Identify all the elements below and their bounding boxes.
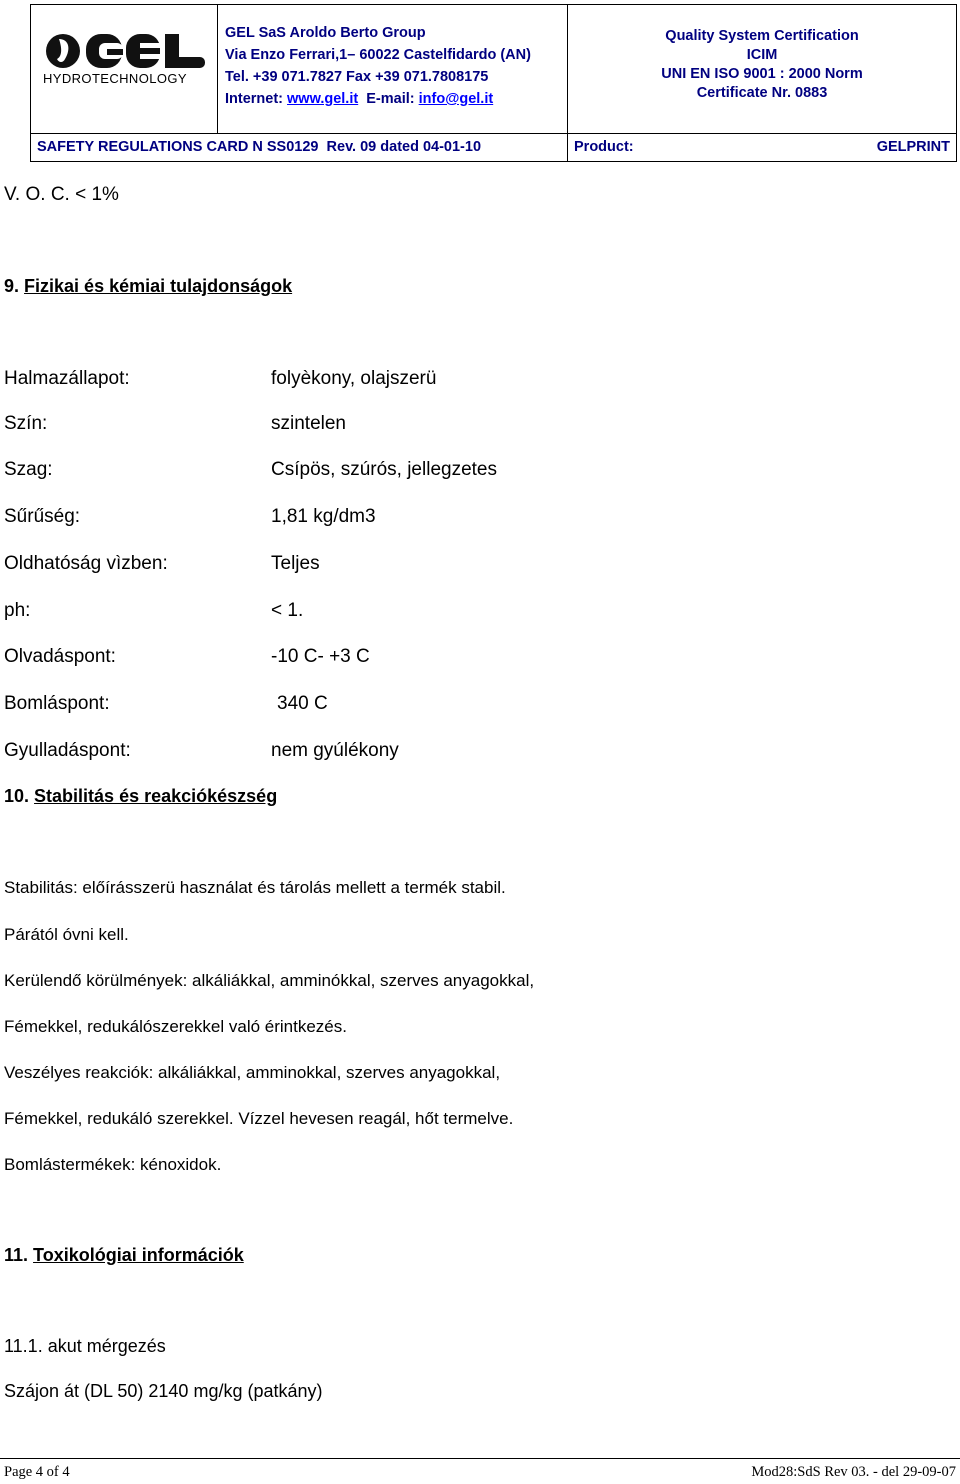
internet-label: Internet: [225, 91, 283, 107]
company-web [225, 89, 493, 110]
cert-norm: UNI EN ISO 9001 : 2000 Norm [661, 66, 863, 82]
property-value: Csípös, szúrós, jellegzetes [271, 459, 497, 480]
property-value: < 1. [271, 600, 304, 621]
website-link[interactable]: www.gel.it [287, 91, 359, 107]
stability-line: Veszélyes reakciók: alkáliákkal, amminokkal, szerves anyagokkal, [4, 1063, 501, 1082]
card-label: SAFETY REGULATIONS CARD N SS0129 [37, 139, 319, 155]
cert-number: Certificate Nr. 0883 [696, 85, 828, 101]
revision: Rev. 09 dated 04-01-10 [326, 139, 482, 155]
document-ref: Mod28:SdS Rev 03. - del 29-09-07 [751, 1464, 956, 1480]
property-label: Halmazállapot: [4, 368, 130, 389]
property-value: 1,81 kg/dm3 [271, 506, 376, 527]
property-label: Szag: [4, 459, 53, 480]
property-value: -10 C- +3 C [271, 646, 370, 667]
property-label: Olvadáspont: [4, 646, 116, 667]
company-name: GEL SaS Aroldo Berto Group [225, 25, 426, 41]
property-value: 340 C [277, 693, 328, 714]
property-value: Teljes [271, 553, 320, 574]
footer-divider [0, 1458, 960, 1459]
section-11-title: Toxikológiai információk [33, 1245, 244, 1265]
card-number [37, 137, 481, 158]
header-divider [217, 5, 218, 133]
document-header [30, 4, 957, 162]
property-label: Oldhatóság vìzben: [4, 553, 168, 574]
section-9-heading [4, 276, 292, 297]
header-divider [31, 133, 956, 134]
property-label: Gyulladáspont: [4, 740, 131, 761]
section-11-heading [4, 1245, 244, 1266]
logo-subtitle: HYDROTECHNOLOGY [43, 71, 187, 86]
email-label: E-mail: [366, 91, 415, 107]
stability-line: Bomlástermékek: kénoxidok. [4, 1155, 222, 1174]
property-label: Bomláspont: [4, 693, 110, 714]
property-label: ph: [4, 600, 31, 621]
stability-line: Párától óvni kell. [4, 925, 129, 944]
tox-line: Szájon át (DL 50) 2140 mg/kg (patkány) [4, 1381, 323, 1401]
section-10-title: Stabilitás és reakciókészség [34, 786, 278, 806]
property-label: Szín: [4, 413, 48, 434]
gel-logo-mark [41, 29, 211, 73]
property-value: szintelen [271, 413, 346, 434]
voc-value: V. O. C. < 1% [4, 184, 119, 205]
cert-body: ICIM [746, 47, 778, 63]
product-label: Product: [574, 139, 634, 155]
property-value: folyèkony, olajszerü [271, 368, 437, 389]
section-10-heading [4, 786, 277, 807]
stability-line: Kerülendő körülmények: alkáliákkal, amminókkal, szerves anyagokkal, [4, 971, 535, 990]
stability-line: Stabilitás: előírásszerü használat és tárolás mellett a termék stabil. [4, 878, 506, 897]
property-label: Sűrűség: [4, 506, 81, 527]
gel-logo [41, 29, 211, 91]
section-11-number: 11. [4, 1245, 29, 1265]
certification-block [568, 27, 956, 103]
tox-subheading: 11.1. akut mérgezés [4, 1336, 166, 1356]
section-9-title: Fizikai és kémiai tulajdonságok [24, 276, 293, 296]
company-address: Via Enzo Ferrari,1– 60022 Castelfidardo (AN) [225, 47, 531, 63]
product-name: GELPRINT [876, 139, 950, 155]
stability-line: Fémekkel, redukálószerekkel való érintkezés. [4, 1017, 347, 1036]
section-9-number: 9. [4, 276, 20, 296]
stability-line: Fémekkel, redukáló szerekkel. Vízzel hevesen reagál, hőt termelve. [4, 1109, 514, 1128]
email-link[interactable]: info@gel.it [418, 91, 494, 107]
property-value: nem gyúlékony [271, 740, 399, 761]
company-phone: Tel. +39 071.7827 Fax +39 071.7808175 [225, 69, 489, 85]
page-number: Page 4 of 4 [4, 1464, 70, 1480]
cert-title: Quality System Certification [665, 28, 859, 44]
section-10-number: 10. [4, 786, 30, 806]
